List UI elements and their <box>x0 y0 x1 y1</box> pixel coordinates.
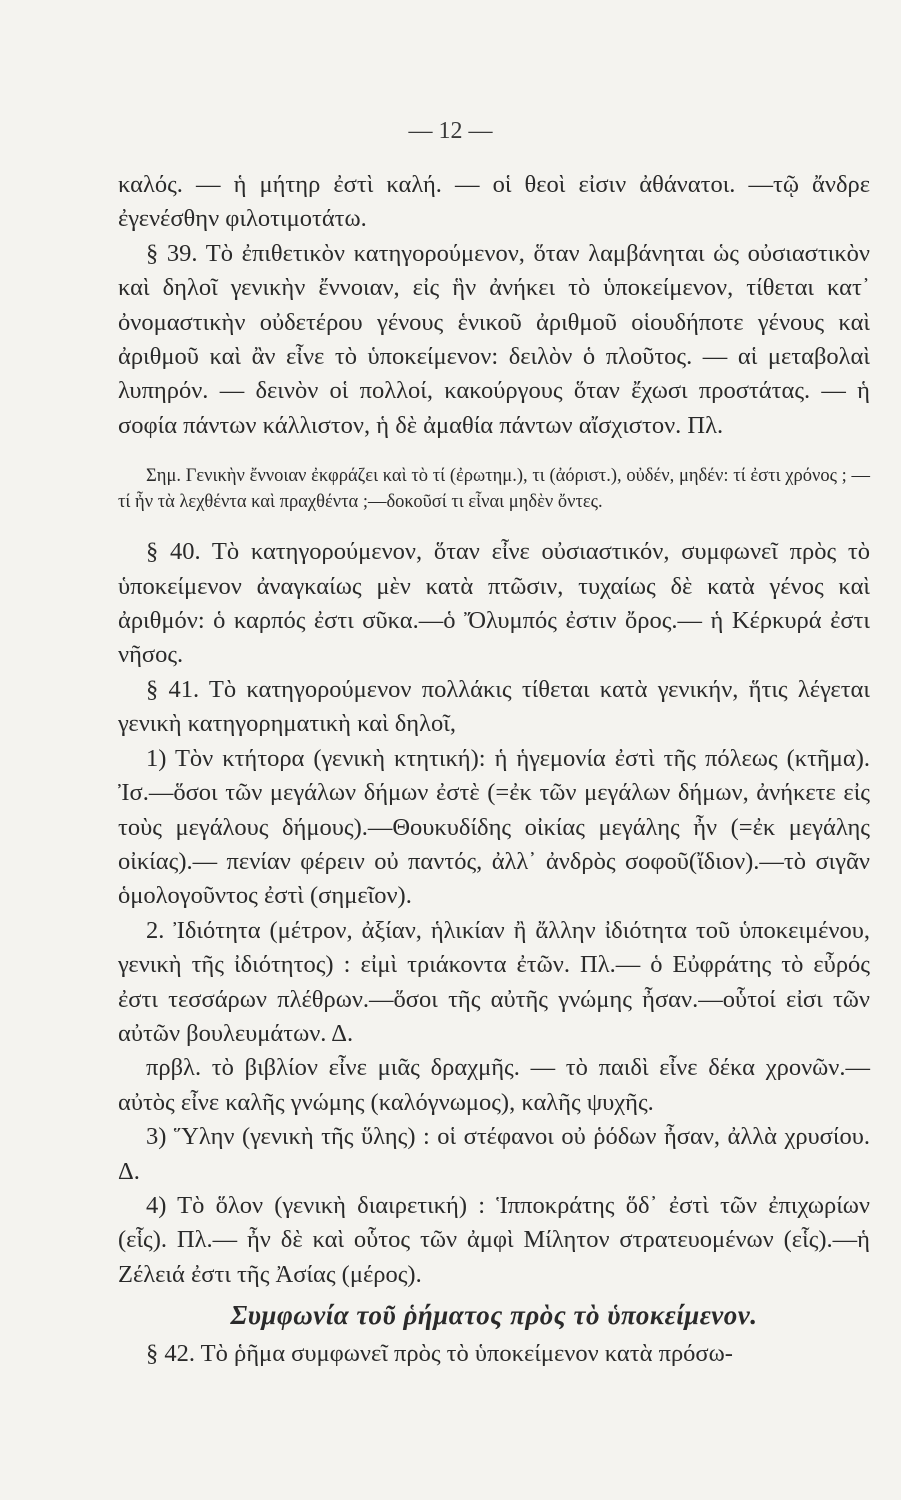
compare-paragraph: πρβλ. τὸ βιβλίον εἶνε μιᾶς δραχμῆς. — τὸ παιδὶ εἶνε δέκα χρονῶν.—αὐτὸς εἶνε καλῆς γνώμης (καλόγνωμος), καλῆς ψυχῆς. <box>118 1054 870 1116</box>
section-heading: Συμφωνία τοῦ ῥήματος πρὸς τὸ ὑποκείμενον. <box>230 1300 758 1331</box>
paragraph-39: § 39. Τὸ ἐπιθετικὸν κατηγορούμενον, ὅταν λαμβάνηται ὡς οὐσιαστικὸν καὶ δηλοῖ γενικὴν ἔννοιαν, εἰς ἣν ἀνήκει τὸ ὑποκείμενον, τίθεται κατ᾿ ὀνομαστικὴν οὐδετέρου γένους ἑνικοῦ ἀριθμοῦ οἱουδήποτε γένους καὶ ἀριθμοῦ καὶ ἂν εἶνε τὸ ὑποκείμενον: δειλὸν ὁ πλοῦτος. — αἱ μεταβολαὶ λυπηρόν. — δεινὸν οἱ πολλοί, κακούργους ὅταν ἔχωσι προστάτας. — ἡ σοφία πάντων κάλλιστον, ἡ δὲ ἀμαθία πάντων αἴσχιστον. Πλ. <box>118 239 870 439</box>
note-paragraph: Σημ. Γενικὴν ἔννοιαν ἐκφράζει καὶ τὸ τί (ἐρωτημ.), τι (ἀόριστ.), οὐδέν, μηδέν: τί ἐστι χρόνος ; —τί ἦν τὰ λεχθέντα καὶ πραχθέντα ;—δοκοῦσί τι εἶναι μηδὲν ὄντες. <box>118 466 870 513</box>
page-number: — 12 — <box>408 118 493 144</box>
item-3-yle: 3) Ὕλην (γενικὴ τῆς ὕλης) : οἱ στέφανοι οὐ ῥόδων ἦσαν, ἀλλὰ χρυσίου. Δ. <box>118 1123 870 1185</box>
paragraph-40: § 40. Τὸ κατηγορούμενον, ὅταν εἶνε οὐσιαστικόν, συμφωνεῖ πρὸς τὸ ὑποκείμενον ἀναγκαίως μὲν κατὰ πτῶσιν, τυχαίως δὲ κατὰ γένος καὶ ἀριθμόν: ὁ καρπός ἐστι σῦκα.—ὁ Ὄλυμπός ἐστιν ὄρος.— ἡ Κέρκυρά ἐστι νῆσος. <box>118 538 870 669</box>
paragraph-42: § 42. Τὸ ῥῆμα συμφωνεῖ πρὸς τὸ ὑποκείμενον κατὰ πρόσω- <box>146 1339 733 1367</box>
page-body <box>118 168 870 1371</box>
item-2-idiotita: 2. Ἰδιότητα (μέτρον, ἀξίαν, ἡλικίαν ἢ ἄλλην ἰδιότητα τοῦ ὑποκειμένου, γενικὴ τῆς ἰδιότητος) : εἰμὶ τριάκοντα ἐτῶν. Πλ.— ὁ Εὐφράτης τὸ εὖρός ἐστι τεσσάρων πλέθρων.—ὅσοι τῆς αὐτῆς γνώμης ἦσαν.—οὗτοί εἰσι τῶν αὐτῶν βουλευμάτων. Δ. <box>118 916 870 1047</box>
item-1-ktetor: 1) Τὸν κτήτορα (γενικὴ κτητική): ἡ ἡγεμονία ἐστὶ τῆς πόλεως (κτῆμα). Ἰσ.—ὅσοι τῶν μεγάλων δήμων ἐστὲ (=ἐκ τῶν μεγάλων δήμων, ἀνήκετε εἰς τοὺς μεγάλους δήμους).—Θουκυδίδης οἰκίας μεγάλης ἦν (=ἐκ μεγάλης οἰκίας).— πενίαν φέρειν οὐ παντός, ἀλλ᾿ ἀνδρὸς σοφοῦ(ἴδιον).—τὸ σιγᾶν ὁμολογοῦντος ἐστὶ (σημεῖον). <box>118 744 870 910</box>
paragraph-41: § 41. Τὸ κατηγορούμενον πολλάκις τίθεται κατὰ γενικήν, ἥτις λέγεται γενικὴ κατηγορηματικὴ καὶ δηλοῖ, <box>118 675 870 738</box>
paragraph-continuation: καλός. — ἡ μήτηρ ἐστὶ καλή. — οἱ θεοὶ εἰσιν ἀθάνατοι. —τῷ ἄνδρε ἐγενέσθην φιλοτιμοτάτω. <box>118 171 870 233</box>
item-4-holon: 4) Τὸ ὅλον (γενικὴ διαιρετική) : Ἱπποκράτης ὅδ᾿ ἐστὶ τῶν ἐπιχωρίων (εἷς). Πλ.— ἦν δὲ καὶ οὗτος τῶν ἀμφὶ Μίλητον στρατευομένων (εἷς).—ἡ Ζέλειά ἐστι τῆς Ἀσίας (μέρος). <box>118 1191 870 1288</box>
